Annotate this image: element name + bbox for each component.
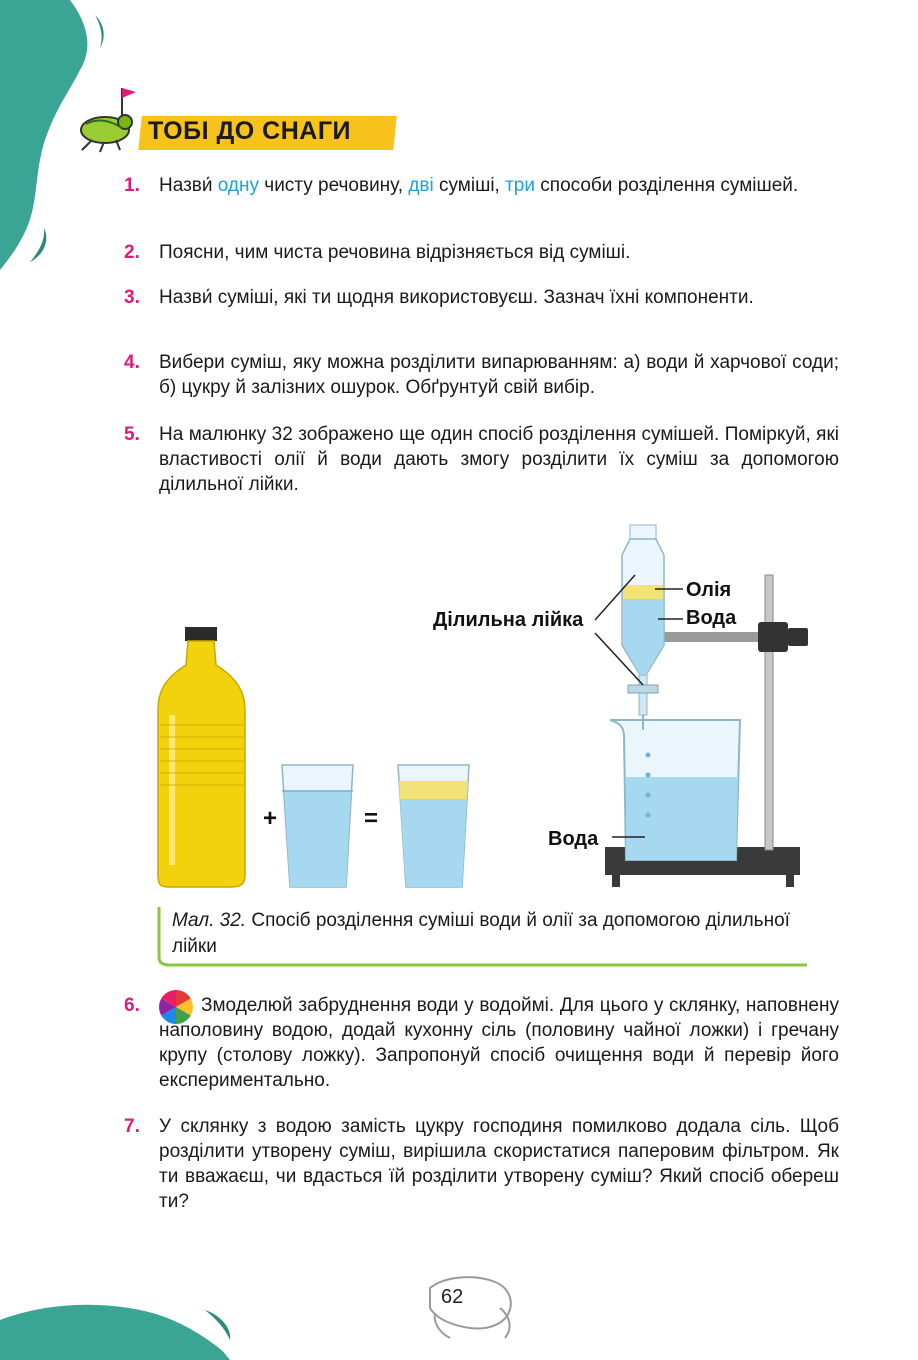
question-number: 7.: [124, 1116, 140, 1137]
beetle-mascot-icon: [72, 80, 142, 155]
label-separatory-funnel: Ділильна лійка: [433, 609, 584, 631]
figure-32-illustration: [150, 515, 820, 895]
figure-reference: Мал. 32.: [172, 910, 247, 931]
label-oil: Олія: [686, 579, 732, 601]
question-number: 1.: [124, 175, 140, 196]
page-number-ornament: [415, 1268, 525, 1348]
question-text: Назви́ одну чисту речовину, дві суміші, три способи розділення сумішей.: [159, 175, 799, 196]
water-glass: [282, 765, 353, 887]
question-3: [124, 285, 839, 310]
question-2: [124, 240, 839, 265]
question-text: У склянку з водою замість цукру господиня помилково додала сіль. Щоб розділити утворену суміш, вирішила скористатися паперовим фільтром. Як ти вважаєш, чи вдасться їй розділити утворену суміш? Який спосіб обереш ти?: [159, 1116, 839, 1212]
question-number: 4.: [124, 352, 140, 373]
oil-bottle: [158, 627, 245, 887]
question-text: Вибери суміш, яку можна розділити випарюванням: а) води й харчової соди; б) цукру й залізних ошурок. Обґрунтуй свій вибір.: [159, 352, 839, 398]
figure-caption: [172, 908, 822, 960]
question-5: [124, 422, 839, 497]
label-water-top: Вода: [686, 607, 737, 629]
equals-sign: =: [364, 805, 379, 832]
section-title: ТОБІ ДО СНАГИ: [148, 117, 351, 145]
label-water-bottom: Вода: [548, 828, 599, 850]
question-4: [124, 350, 839, 400]
question-number: 2.: [124, 242, 140, 263]
question-1: [124, 173, 839, 198]
page-decoration-bottom-left: [0, 1290, 240, 1360]
question-text: На малюнку 32 зображено ще один спосіб розділення сумішей. Поміркуй, які властивості олії й води дають змогу розділити їх суміш за допомогою ділильної лійки.: [159, 424, 839, 495]
oil-water-glass: [398, 765, 469, 887]
beaker: [610, 720, 740, 860]
caption-text: Спосіб розділення суміші води й олії за допомогою ділильної лійки: [172, 910, 790, 957]
question-6: [124, 993, 839, 1093]
question-number: 5.: [124, 424, 140, 445]
question-7: [124, 1114, 839, 1214]
question-text: Змоделюй забруднення води у водоймі. Для цього у склянку, наповнену наполовину водою, додай кухонну сіль (половину чайної ложки) і гречану крупу (столову ложку). Запропонуй спосіб очищення води й перевір його експериментально.: [159, 995, 839, 1091]
plus-sign: +: [263, 805, 278, 832]
question-number: 3.: [124, 287, 140, 308]
question-number: 6.: [124, 995, 140, 1016]
question-text: Поясни, чим чиста речовина відрізняється від суміші.: [159, 242, 631, 263]
page-number: 62: [441, 1286, 464, 1308]
question-text: Назви́ суміші, які ти щодня використовуєш. Зазнач їхні компоненти.: [159, 287, 754, 308]
separatory-funnel: [622, 525, 664, 730]
